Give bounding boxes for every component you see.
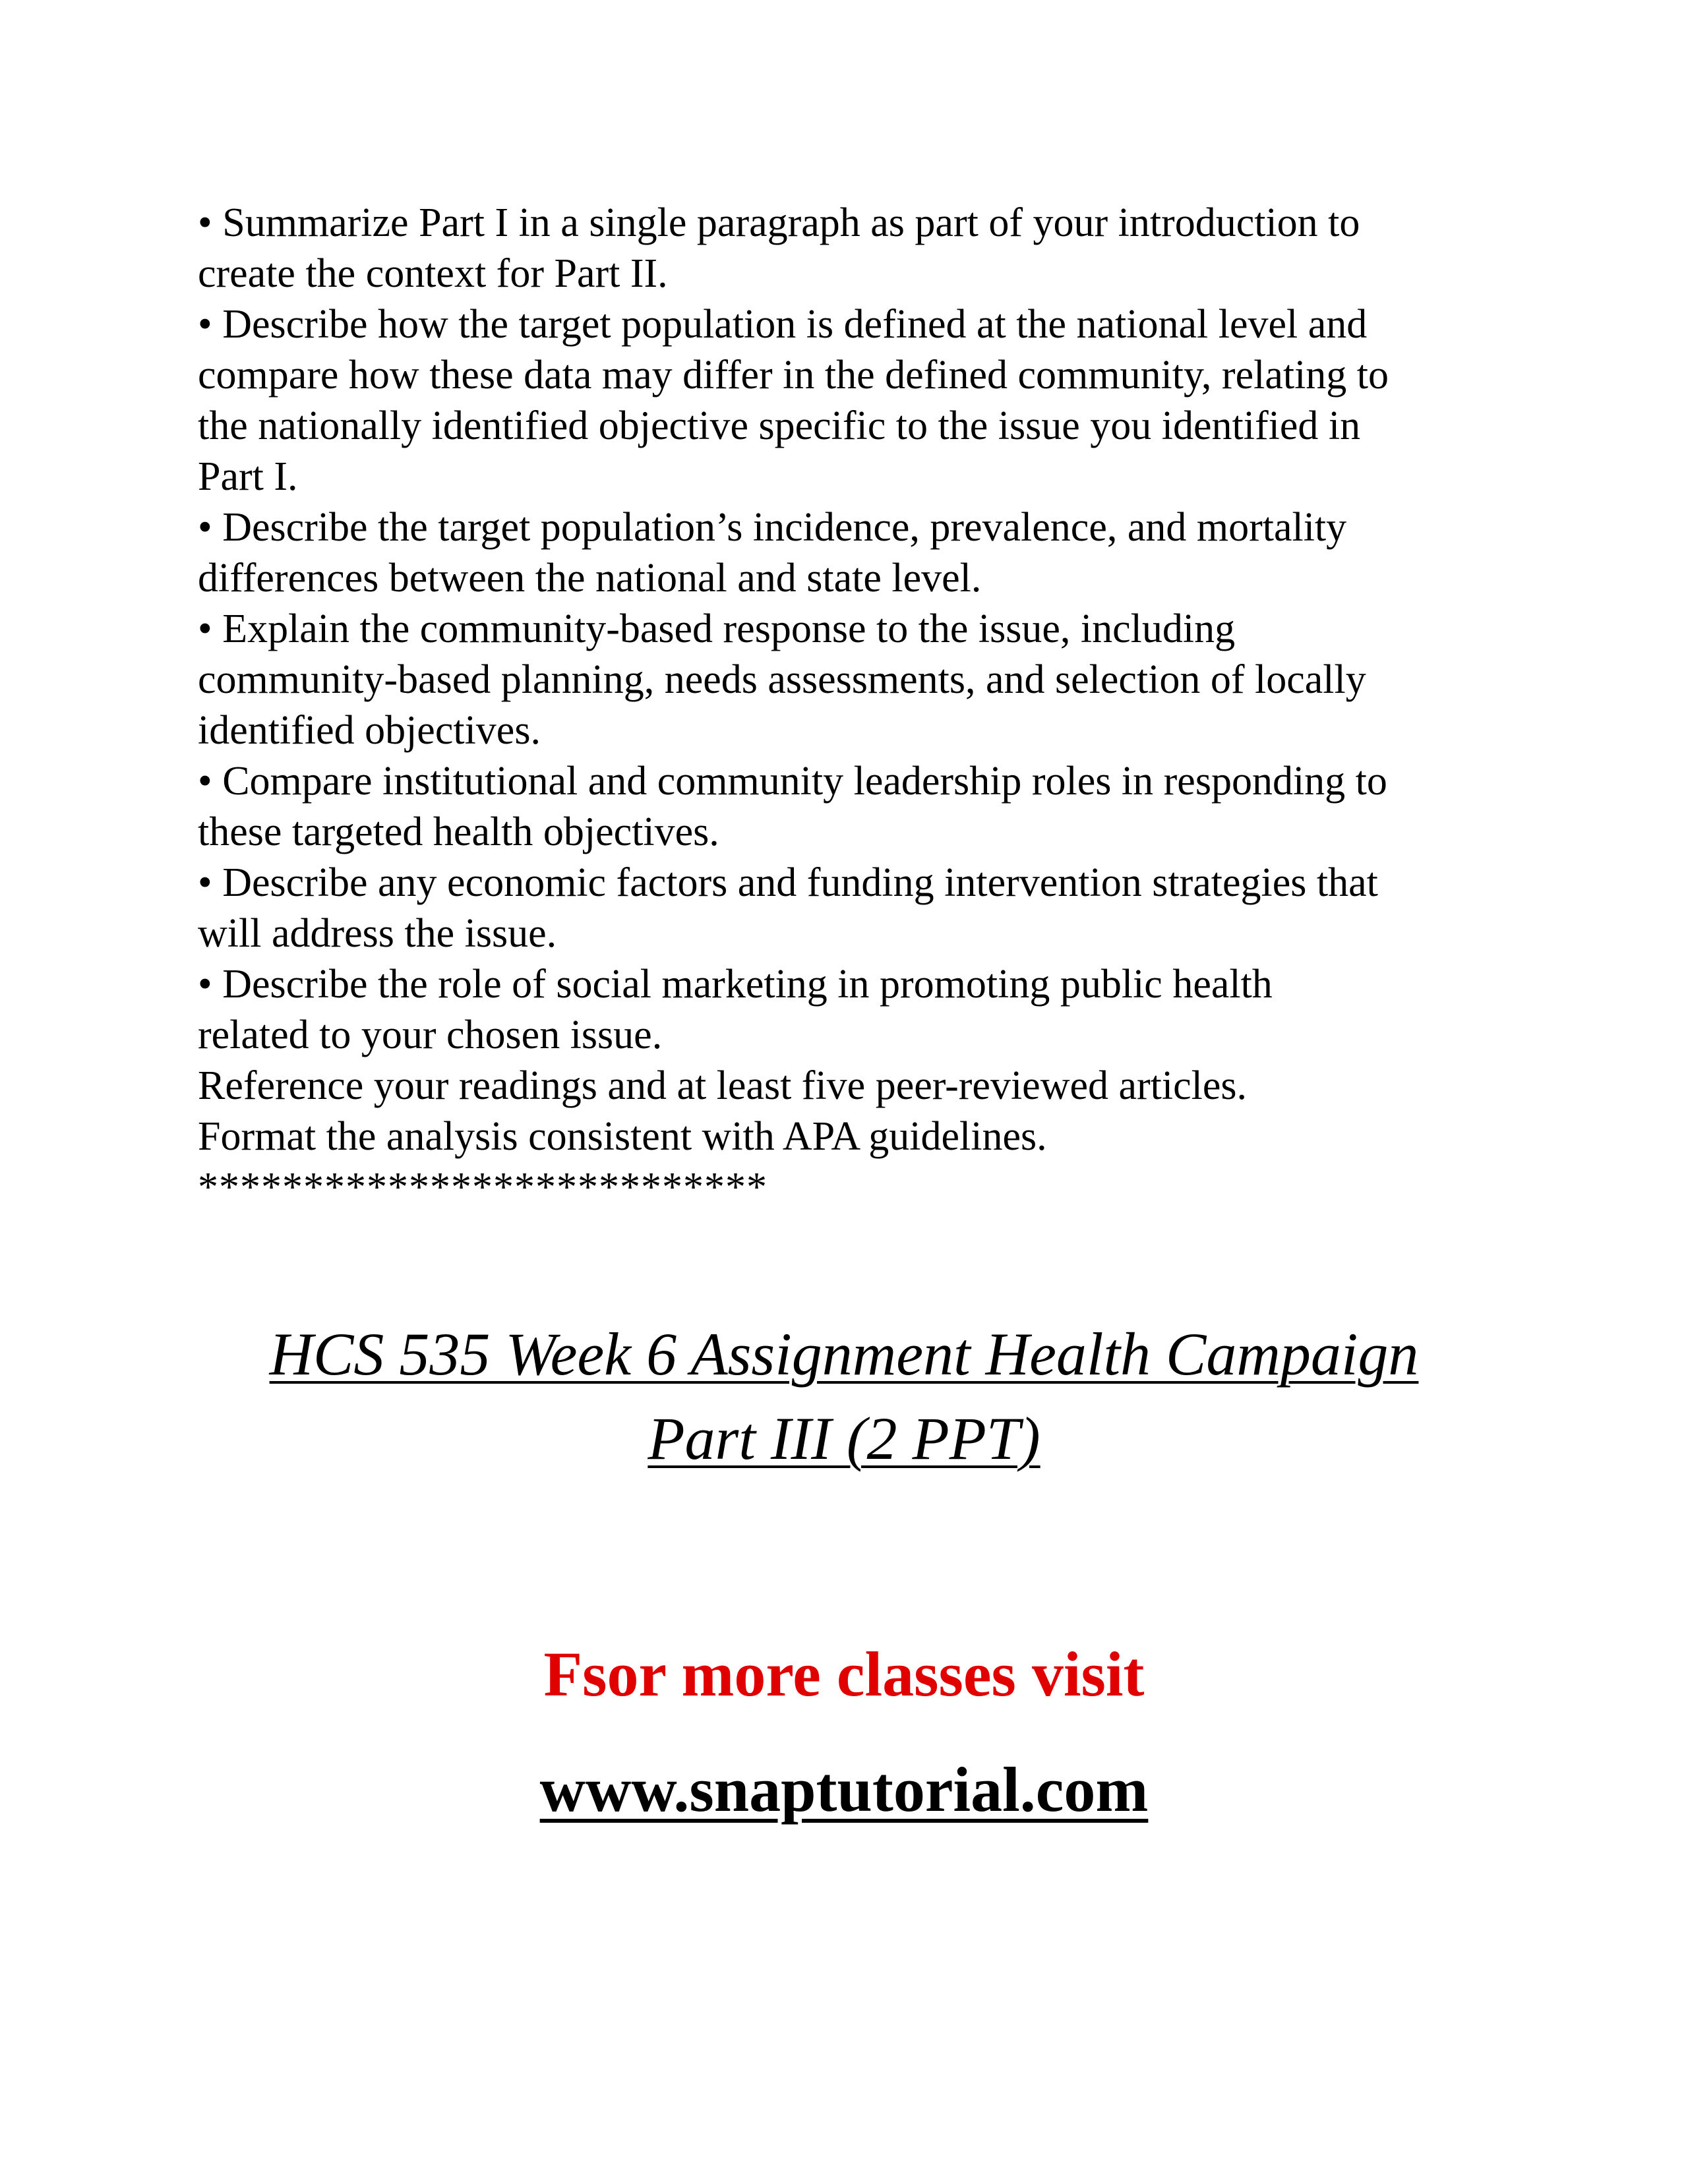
instruction-line: • Describe any economic factors and funding intervention strategies that — [198, 860, 1378, 905]
separator-stars: *************************** — [198, 1165, 768, 1210]
instruction-line: create the context for Part II. — [198, 251, 668, 296]
instruction-line: • Compare institutional and community leadership roles in responding to — [198, 759, 1387, 804]
instruction-line: related to your chosen issue. — [198, 1013, 663, 1057]
heading-line-1 — [0, 1312, 1688, 1396]
promo-link[interactable]: www.snaptutorial.com — [539, 1754, 1149, 1825]
promo-link-container — [0, 1747, 1688, 1833]
instruction-line: these targeted health objectives. — [198, 810, 719, 854]
assignment-heading — [0, 1312, 1688, 1481]
heading-line-2-text: Part III (2 PPT) — [648, 1405, 1040, 1472]
instruction-line: community-based planning, needs assessments, and selection of locally — [198, 657, 1366, 702]
instruction-line: compare how these data may differ in the defined community, relating to — [198, 353, 1389, 398]
instruction-line: • Summarize Part I in a single paragraph as part of your introduction to — [198, 200, 1360, 245]
instruction-line: will address the issue. — [198, 911, 557, 956]
promo-text: Fsor more classes visit — [543, 1639, 1145, 1709]
instruction-line: Reference your readings and at least five peer-reviewed articles. — [198, 1063, 1247, 1108]
instruction-line: differences between the national and state level. — [198, 556, 982, 601]
instruction-line: • Describe the role of social marketing in promoting public health — [198, 962, 1273, 1007]
instruction-line: • Explain the community-based response to the issue, including — [198, 606, 1236, 651]
heading-line-1-text: HCS 535 Week 6 Assignment Health Campaign — [269, 1320, 1419, 1388]
instruction-line: Part I. — [198, 454, 298, 499]
instruction-line: Format the analysis consistent with APA guidelines. — [198, 1114, 1047, 1159]
heading-line-2 — [0, 1396, 1688, 1481]
assignment-instructions — [198, 198, 1517, 1213]
instruction-line: • Describe the target population’s incidence, prevalence, and mortality — [198, 505, 1347, 550]
instruction-line: the nationally identified objective specific to the issue you identified in — [198, 403, 1361, 448]
instruction-line: • Describe how the target population is defined at the national level and — [198, 302, 1368, 347]
instruction-line: identified objectives. — [198, 708, 541, 753]
